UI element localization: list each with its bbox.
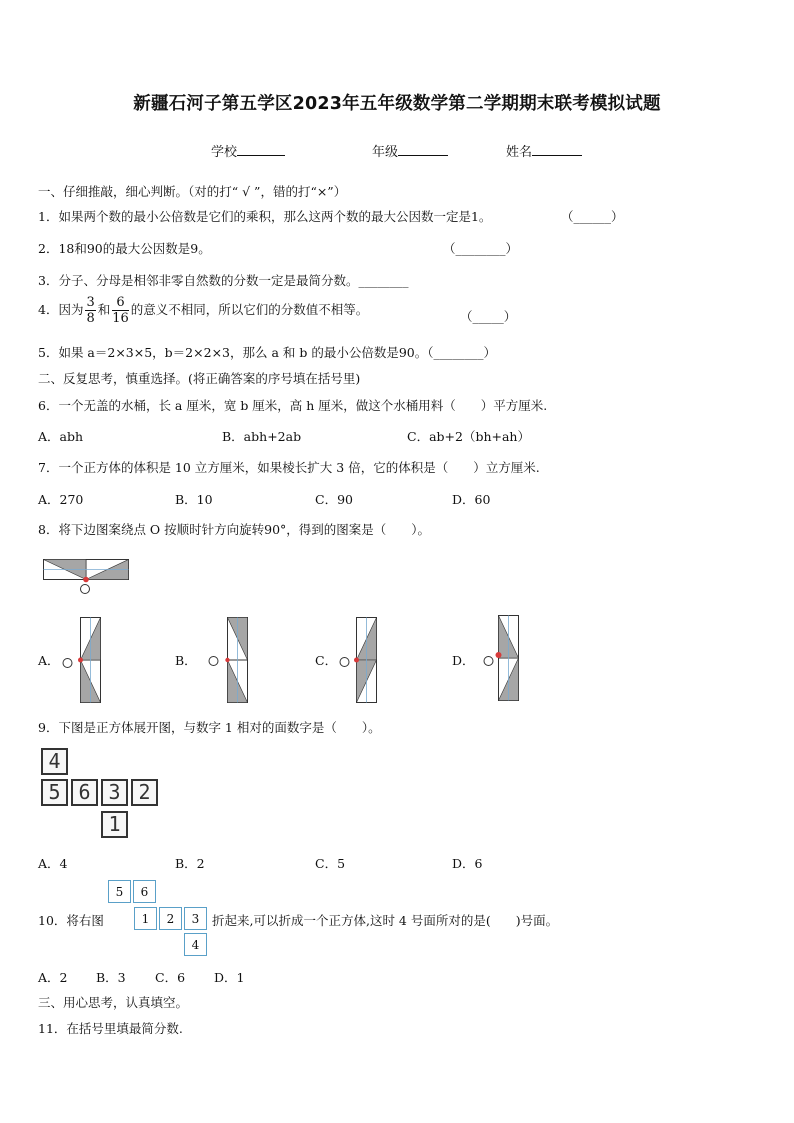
frac1-num: 3 (86, 295, 95, 310)
name-blank[interactable] (532, 143, 582, 156)
q8a-point-o (63, 659, 72, 668)
question-3 (38, 271, 408, 289)
q9-option-c[interactable]: C．5 (315, 856, 346, 871)
section1-heading: 一、仔细推敲，细心判断。（对的打“ √ ”，错的打“×”） (38, 184, 347, 199)
q8-option-c-figure[interactable] (336, 614, 381, 706)
q1-text: 1．如果两个数的最小公倍数是它们的乘积，那么这两个数的最大公因数一定是1。 (38, 209, 492, 224)
question-8: 8．将下边图案绕点 O 按顺时针方向旋转90°，得到的图案是（ ）。 (38, 522, 431, 537)
q8-point-o (81, 585, 90, 594)
question-4 (38, 296, 368, 325)
grade-label: 年级 (372, 145, 399, 160)
question-9: 9．下图是正方体展开图，与数字 1 相对的面数字是（ ）。 (38, 720, 381, 735)
q8-option-b-figure[interactable] (206, 614, 251, 706)
question-10-post: 折起来,可以折成一个正方体,这时 4 号面所对的是( )号面。 (212, 913, 559, 928)
question-10-pre: 10．将右图 (38, 913, 104, 928)
q10-cube-net-figure (108, 880, 212, 958)
question-2: 2．18和90的最大公因数是9。 (38, 241, 211, 256)
q8d-pivot-dot (496, 652, 502, 658)
q9-net-face-2: 2 (131, 779, 158, 806)
grade-blank[interactable] (398, 143, 448, 156)
fraction-3-8 (85, 296, 95, 325)
q8-option-c[interactable]: C． (315, 653, 338, 668)
q7-option-c[interactable]: C．90 (315, 492, 353, 507)
question-11: 11．在括号里填最简分数. (38, 1021, 183, 1036)
q10-option-b[interactable]: B．3 (96, 970, 126, 985)
q8d-point-o (484, 657, 493, 666)
frac2-den: 16 (112, 311, 129, 326)
q10-net-face-4: 4 (184, 933, 207, 956)
frac2-num: 6 (112, 296, 129, 311)
q6-option-c[interactable]: C．ab+2（bh+ah） (407, 429, 530, 444)
q8b-point-o (209, 657, 218, 666)
q9-net-face-6: 6 (71, 779, 98, 806)
q10-net-face-5: 5 (108, 880, 131, 903)
q10-net-face-6: 6 (133, 880, 156, 903)
q6-option-a[interactable]: A．abh (38, 429, 84, 444)
school-blank[interactable] (237, 143, 285, 156)
frac1-den: 8 (86, 311, 95, 326)
q7-option-d[interactable]: D．60 (452, 492, 491, 507)
q4-mid: 和 (97, 302, 111, 317)
question-6: 6．一个无盖的水桶，长 a 厘米，宽 b 厘米，高 h 厘米，做这个水桶用料（ ）平方厘米. (38, 398, 548, 413)
q8a-pivot-dot (78, 658, 83, 663)
school-label: 学校 (211, 145, 238, 160)
q9-net-face-5: 5 (41, 779, 68, 806)
q9-net-face-3: 3 (101, 779, 128, 806)
grade-field[interactable] (372, 141, 448, 160)
name-field[interactable] (506, 141, 582, 160)
q10-net-face-1: 1 (134, 907, 157, 930)
question-5 (38, 343, 496, 361)
q9-option-b[interactable]: B．2 (175, 856, 205, 871)
q9-option-a[interactable]: A．4 (38, 856, 68, 871)
q8c-pivot-dot (354, 658, 359, 663)
q10-net-face-3: 3 (184, 907, 207, 930)
q8c-point-o (340, 658, 349, 667)
q5-text: 5．如果 a＝2×3×5，b＝2×2×3，那么 a 和 b 的最小公倍数是90。 (38, 345, 428, 360)
question-7: 7．一个正方体的体积是 10 立方厘米，如果棱长扩大 3 倍，它的体积是（ ）立方厘米. (38, 460, 540, 475)
q1-answer[interactable]: （______） (561, 209, 624, 224)
q8-option-a-figure[interactable] (60, 614, 105, 706)
q10-option-d[interactable]: D．1 (214, 970, 245, 985)
q4-post: 的意义不相同，所以它们的分数值不相等。 (130, 302, 369, 317)
q9-net-face-1: 1 (101, 811, 128, 838)
q8-pivot-dot (83, 577, 89, 583)
q10-net-face-2: 2 (159, 907, 182, 930)
question-1 (38, 207, 491, 225)
q10-option-a[interactable]: A．2 (38, 970, 68, 985)
section2-heading: 二、反复思考，慎重选择。(将正确答案的序号填在括号里) (38, 371, 361, 386)
q9-net-face-4: 4 (41, 748, 68, 775)
q5-answer[interactable]: （________） (427, 345, 497, 360)
q2-answer[interactable]: （________） (443, 241, 519, 256)
q8-option-d-figure[interactable] (478, 612, 523, 704)
q10-option-c[interactable]: C．6 (155, 970, 186, 985)
q4-answer[interactable]: （_____） (460, 309, 517, 324)
fraction-6-16 (112, 296, 129, 325)
q8-option-a[interactable]: A． (38, 653, 60, 668)
school-field[interactable] (211, 141, 285, 160)
q4-pre: 4．因为 (38, 302, 84, 317)
q8b-pivot-dot (225, 658, 229, 662)
q3-text: 3．分子、分母是相邻非零自然数的分数一定是最简分数。 (38, 273, 359, 288)
q9-option-d[interactable]: D．6 (452, 856, 483, 871)
name-label: 姓名 (506, 145, 533, 160)
q7-option-a[interactable]: A．270 (38, 492, 84, 507)
q7-option-b[interactable]: B．10 (175, 492, 213, 507)
q8-option-d[interactable]: D． (452, 653, 475, 668)
q8-option-b[interactable]: B． (175, 653, 197, 668)
page-title: 新疆石河子第五学区2023年五年级数学第二学期期末联考模拟试题 (133, 94, 661, 114)
section3-heading: 三、用心思考，认真填空。 (38, 995, 189, 1010)
q6-option-b[interactable]: B．abh+2ab (222, 429, 302, 444)
q8-source-figure (42, 558, 132, 596)
q3-answer[interactable]: ________ (358, 273, 409, 288)
q9-cube-net-figure (40, 748, 160, 843)
